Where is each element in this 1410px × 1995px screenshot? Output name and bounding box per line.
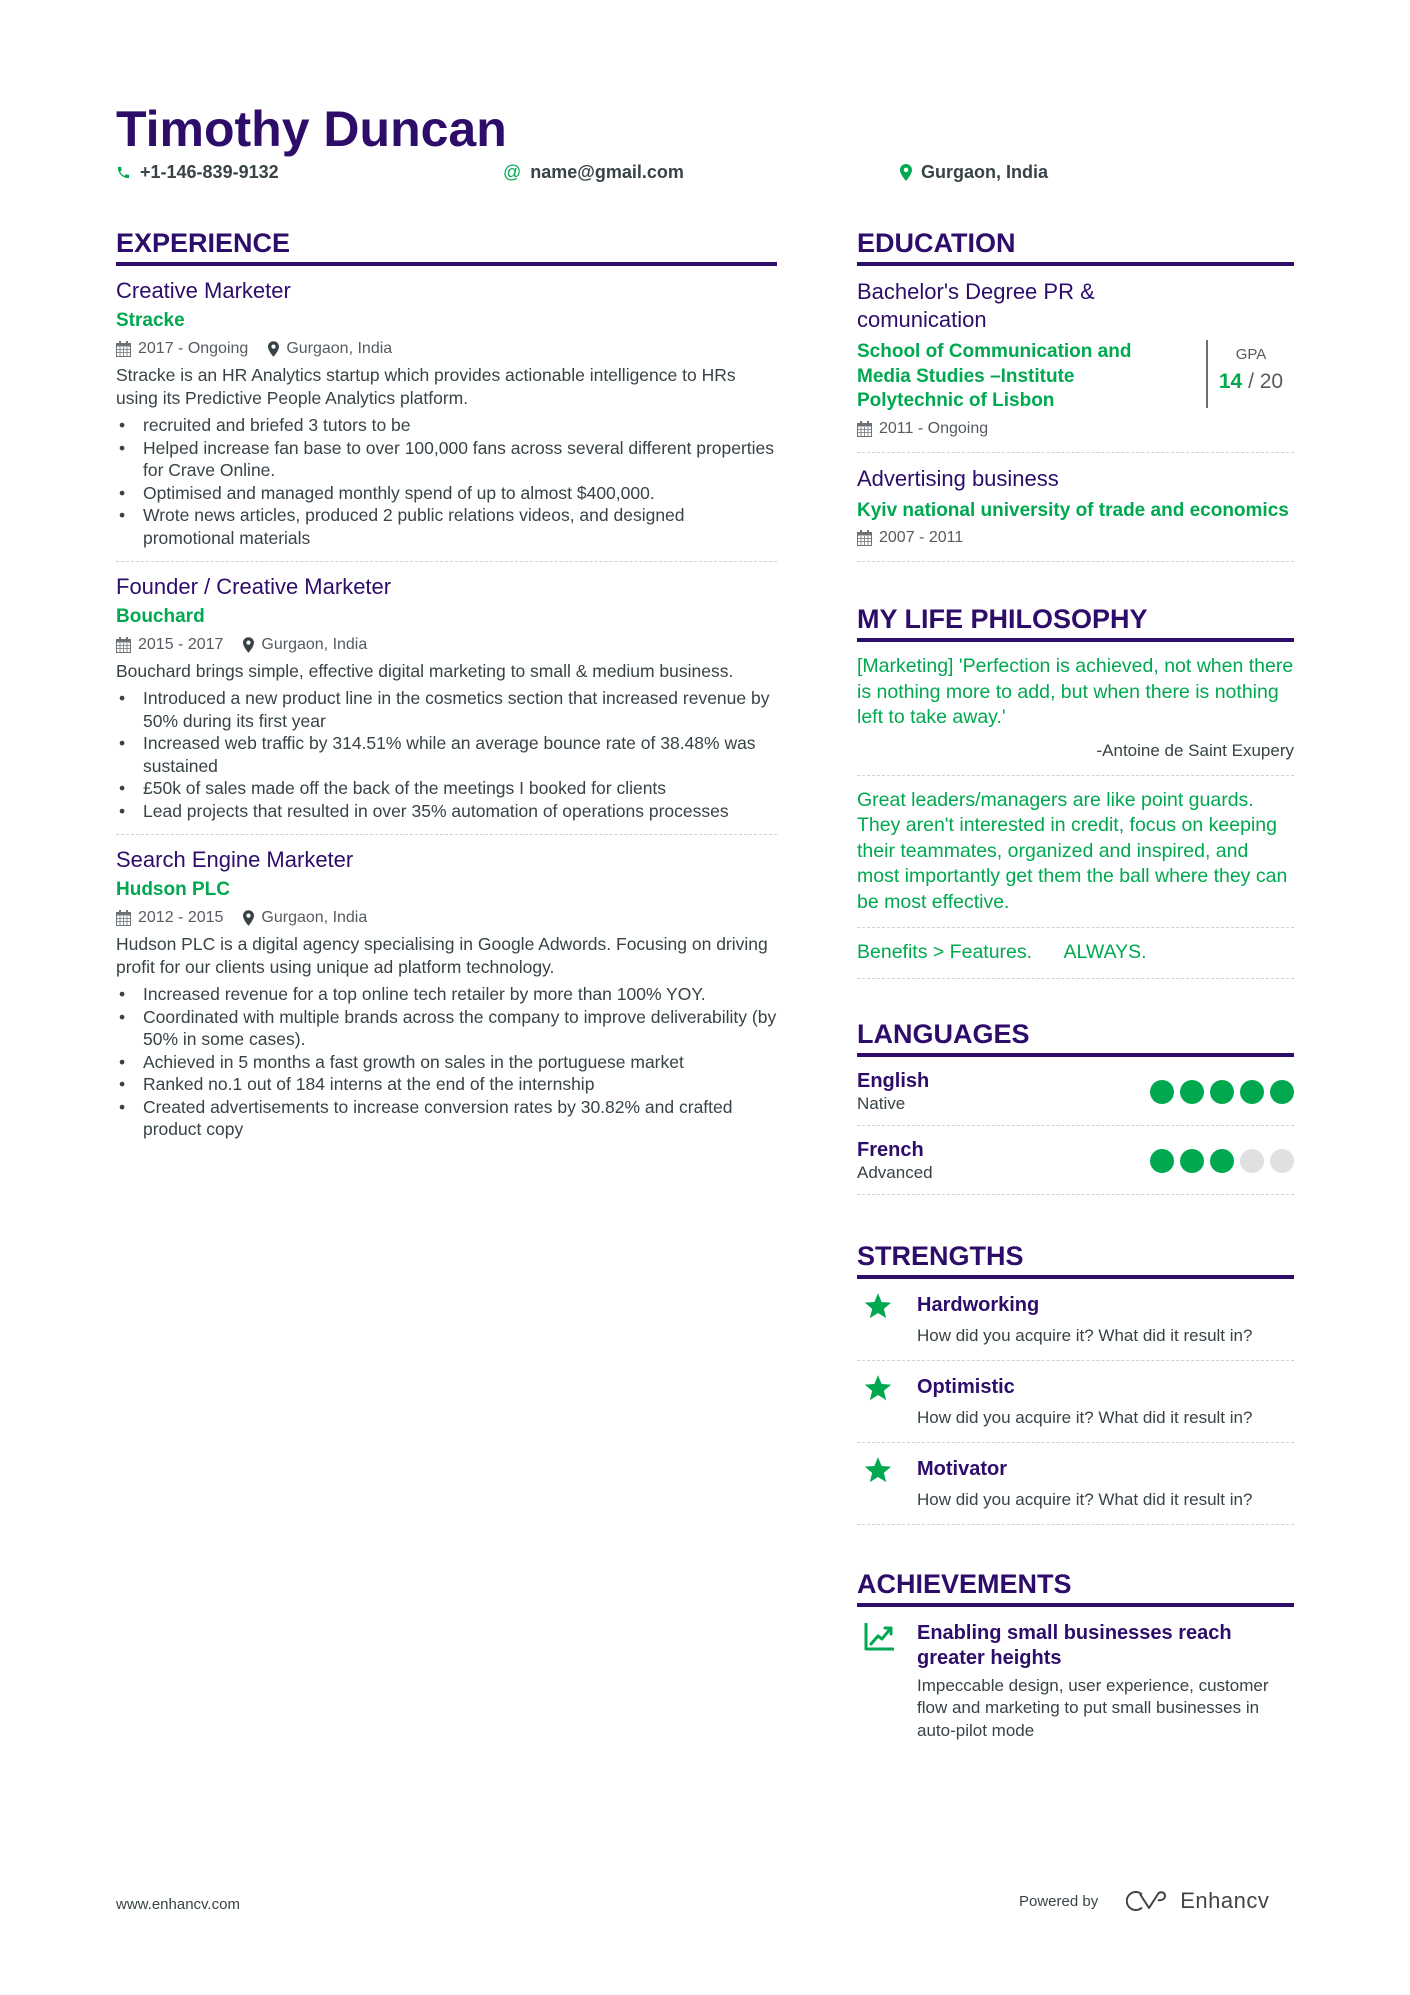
location-pin-icon bbox=[900, 164, 912, 181]
enhancv-logo-icon bbox=[1126, 1889, 1172, 1913]
contact-phone[interactable] bbox=[116, 160, 279, 184]
bullet-item: • Wrote news articles, produced 2 public relations videos, and designed promotional materials bbox=[116, 504, 777, 549]
job-meta bbox=[116, 907, 777, 929]
company-name: Stracke bbox=[116, 310, 185, 331]
location-pin-icon bbox=[268, 341, 279, 357]
job-title: Creative Marketer bbox=[116, 278, 291, 303]
strength-title: Hardworking bbox=[917, 1293, 1040, 1316]
experience-item bbox=[116, 562, 777, 835]
strength-description: How did you acquire it? What did it result in? bbox=[917, 1325, 1253, 1345]
achievement-description: Impeccable design, user experience, customer flow and marketing to put small businesses in auto-pilot mode bbox=[917, 1675, 1269, 1740]
bullet-item: • Helped increase fan base to over 100,000 fans across several different properties for Crave Online. bbox=[116, 437, 777, 482]
bullet-item: • Coordinated with multiple brands across the company to improve deliverability (by 50% in some cases). bbox=[116, 1006, 777, 1051]
company-description: Bouchard brings simple, effective digital marketing to small & medium business. bbox=[116, 661, 734, 681]
education-item bbox=[857, 453, 1294, 563]
proficiency-dot bbox=[1180, 1149, 1204, 1173]
philosophy-quote: Great leaders/managers are like point guards. They aren't interested in credit, focus on keeping their teammates, organized and inspired, and most importantly get them the ball where they can be most effective. bbox=[857, 788, 1288, 913]
proficiency-dot bbox=[1210, 1080, 1234, 1104]
languages-heading: LANGUAGES bbox=[857, 1017, 1294, 1057]
quote-author: -Antoine de Saint Exupery bbox=[1096, 740, 1294, 760]
achievement-item bbox=[857, 1607, 1294, 1743]
school-name: School of Communication and Media Studies –Institute Polytechnic of Lisbon bbox=[857, 341, 1132, 411]
philosophy-quote: Benefits > Features. ALWAYS. bbox=[857, 941, 1147, 963]
left-column bbox=[116, 226, 777, 1153]
strength-item bbox=[857, 1443, 1294, 1525]
footer-branding[interactable] bbox=[1019, 1888, 1269, 1914]
language-item bbox=[857, 1057, 1294, 1126]
location-text: Gurgaon, India bbox=[921, 162, 1049, 182]
proficiency-dots bbox=[1150, 1080, 1294, 1104]
company-description: Stracke is an HR Analytics startup which provides actionable intelligence to HRs using its Predictive People Analytics platform. bbox=[116, 365, 736, 408]
school-name: Kyiv national university of trade and economics bbox=[857, 499, 1289, 521]
bullet-item: • recruited and briefed 3 tutors to be bbox=[116, 414, 777, 437]
company-name: Bouchard bbox=[116, 606, 205, 627]
location-pin-icon bbox=[243, 637, 254, 653]
experience-heading: EXPERIENCE bbox=[116, 226, 777, 266]
star-icon bbox=[864, 1457, 892, 1484]
degree-title: Advertising business bbox=[857, 465, 1059, 491]
job-location: Gurgaon, India bbox=[243, 634, 367, 656]
job-title: Search Engine Marketer bbox=[116, 847, 354, 872]
philosophy-item bbox=[857, 642, 1294, 776]
bullet-item: • Lead projects that resulted in over 35% automation of operations processes bbox=[116, 800, 777, 823]
email-text: name@gmail.com bbox=[530, 162, 684, 182]
bullet-item: • Achieved in 5 months a fast growth on sales in the portuguese market bbox=[116, 1051, 777, 1074]
star-icon bbox=[864, 1375, 892, 1402]
philosophy-item bbox=[857, 928, 1294, 979]
philosophy-heading: MY LIFE PHILOSOPHY bbox=[857, 602, 1294, 642]
strengths-heading: STRENGTHS bbox=[857, 1239, 1294, 1279]
philosophy-quote: [Marketing] 'Perfection is achieved, not when there is nothing more to add, but when there is nothing left to take away.' bbox=[857, 655, 1294, 728]
proficiency-dot bbox=[1180, 1080, 1204, 1104]
language-level: Native bbox=[857, 1093, 906, 1113]
gpa-label: GPA bbox=[1235, 345, 1267, 363]
proficiency-dot bbox=[1240, 1149, 1264, 1173]
strength-description: How did you acquire it? What did it result in? bbox=[917, 1489, 1253, 1509]
language-name: English bbox=[857, 1069, 930, 1092]
education-heading: EDUCATION bbox=[857, 226, 1294, 266]
proficiency-dots bbox=[1150, 1149, 1294, 1173]
experience-item bbox=[116, 266, 777, 562]
bullet-item: • Optimised and managed monthly spend of up to almost $400,000. bbox=[116, 482, 777, 505]
phone-icon bbox=[116, 165, 131, 180]
education-dates: 2011 - Ongoing bbox=[857, 418, 1186, 440]
enhancv-logo: Enhancv bbox=[1126, 1888, 1269, 1914]
job-title: Founder / Creative Marketer bbox=[116, 574, 392, 599]
calendar-icon bbox=[857, 530, 872, 546]
bullet-item: • Introduced a new product line in the cosmetics section that increased revenue by 50% during its first year bbox=[116, 687, 777, 732]
bullet-item: • Ranked no.1 out of 184 interns at the end of the internship bbox=[116, 1073, 777, 1096]
bullet-item: • Increased revenue for a top online tech retailer by more than 100% YOY. bbox=[116, 983, 777, 1006]
achievement-title: Enabling small businesses reach greater heights bbox=[917, 1621, 1232, 1669]
calendar-icon bbox=[116, 341, 131, 357]
strength-item bbox=[857, 1279, 1294, 1361]
achievement-list bbox=[116, 414, 777, 549]
bullet-item: • Increased web traffic by 314.51% while an average bounce rate of 38.48% was sustained bbox=[116, 732, 777, 777]
candidate-name: Timothy Duncan bbox=[116, 101, 507, 157]
job-dates: 2012 - 2015 bbox=[116, 907, 223, 929]
experience-item bbox=[116, 835, 777, 1153]
bullet-item: • £50k of sales made off the back of the meetings I booked for clients bbox=[116, 777, 777, 800]
calendar-icon bbox=[857, 421, 872, 437]
company-name: Hudson PLC bbox=[116, 879, 230, 900]
job-meta bbox=[116, 634, 777, 656]
strength-title: Motivator bbox=[917, 1457, 1007, 1480]
proficiency-dot bbox=[1150, 1149, 1174, 1173]
calendar-icon bbox=[116, 637, 131, 653]
achievement-list bbox=[116, 983, 777, 1141]
job-location: Gurgaon, India bbox=[243, 907, 367, 929]
location-pin-icon bbox=[243, 910, 254, 926]
proficiency-dot bbox=[1270, 1080, 1294, 1104]
calendar-icon bbox=[116, 910, 131, 926]
gpa-value: 14 / 20 bbox=[1218, 369, 1284, 393]
phone-text: +1-146-839-9132 bbox=[140, 162, 279, 182]
job-dates: 2015 - 2017 bbox=[116, 634, 223, 656]
footer-website-link[interactable]: www.enhancv.com bbox=[116, 1896, 240, 1913]
strength-description: How did you acquire it? What did it result in? bbox=[917, 1407, 1253, 1427]
job-dates: 2017 - Ongoing bbox=[116, 338, 248, 360]
language-item bbox=[857, 1126, 1294, 1195]
strength-title: Optimistic bbox=[917, 1375, 1015, 1398]
achievements-heading: ACHIEVEMENTS bbox=[857, 1567, 1294, 1607]
proficiency-dot bbox=[1270, 1149, 1294, 1173]
right-column bbox=[857, 226, 1294, 1742]
proficiency-dot bbox=[1240, 1080, 1264, 1104]
contact-location bbox=[900, 160, 1048, 184]
proficiency-dot bbox=[1210, 1149, 1234, 1173]
at-icon: @ bbox=[503, 162, 522, 182]
education-item bbox=[857, 266, 1294, 453]
strength-item bbox=[857, 1361, 1294, 1443]
gpa-box bbox=[1206, 340, 1294, 408]
education-dates: 2007 - 2011 bbox=[857, 527, 1294, 549]
achievement-list bbox=[116, 687, 777, 822]
powered-by-label: Powered by bbox=[1019, 1892, 1099, 1910]
proficiency-dot bbox=[1150, 1080, 1174, 1104]
philosophy-item bbox=[857, 776, 1294, 929]
company-description: Hudson PLC is a digital agency specialising in Google Adwords. Focusing on driving profit for our clients using unique ad platform technology. bbox=[116, 934, 768, 977]
language-name: French bbox=[857, 1138, 924, 1161]
bullet-item: • Created advertisements to increase conversion rates by 30.82% and crafted product copy bbox=[116, 1096, 777, 1141]
job-meta bbox=[116, 338, 777, 360]
trending-up-icon bbox=[864, 1623, 894, 1651]
language-level: Advanced bbox=[857, 1162, 933, 1182]
star-icon bbox=[864, 1293, 892, 1320]
job-location: Gurgaon, India bbox=[268, 338, 392, 360]
contact-email[interactable] bbox=[503, 160, 684, 184]
degree-title: Bachelor's Degree PR & comunication bbox=[857, 279, 1095, 332]
